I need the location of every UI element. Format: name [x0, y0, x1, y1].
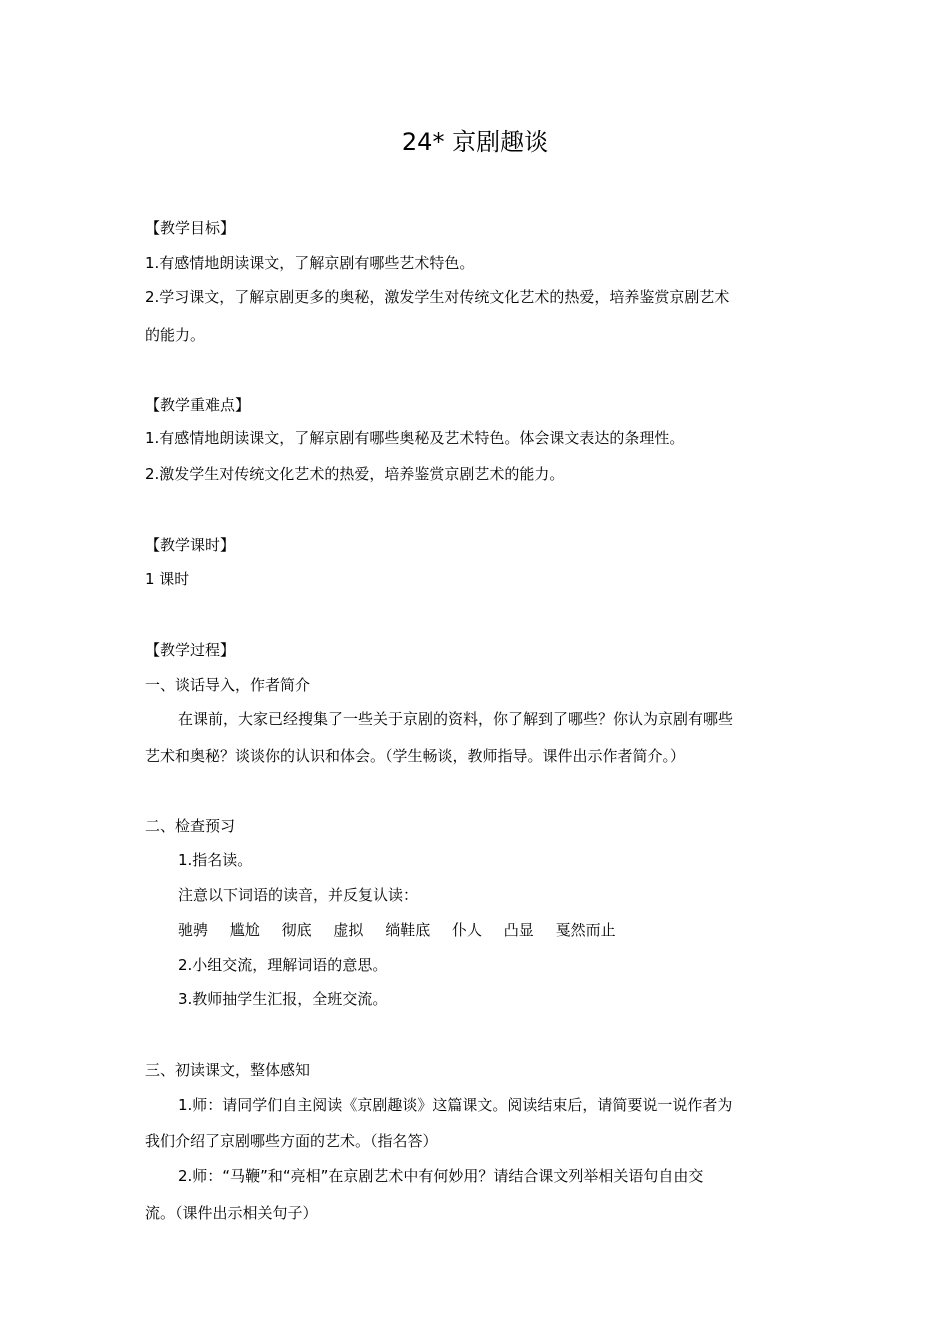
part2-item-1: 1.指名读。: [178, 851, 253, 869]
vocabulary-list: [178, 919, 818, 941]
vocab-word: 驰骋: [178, 921, 209, 939]
part2-item-2: 2.小组交流，理解词语的意思。: [178, 956, 388, 974]
section-heading-process: 【教学过程】: [145, 641, 236, 659]
goal-line-1: 1.有感情地朗读课文，了解京剧有哪些艺术特色。: [145, 254, 475, 272]
part1-line-1: 在课前，大家已经搜集了一些关于京剧的资料，你了解到了哪些？你认为京剧有哪些: [178, 710, 734, 728]
part3-line-3: 2.师：“马鞭”和“亮相”在京剧艺术中有何妙用？请结合课文列举相关语句自由交: [178, 1167, 704, 1185]
vocab-word: 虚拟: [333, 921, 364, 939]
vocab-word: 尴尬: [229, 921, 260, 939]
part2-heading: 二、检查预习: [145, 817, 236, 835]
part3-line-1: 1.师：请同学们自主阅读《京剧趣谈》这篇课文。阅读结束后，请简要说一说作者为: [178, 1096, 733, 1114]
document-title: 24* 京剧趣谈: [401, 128, 549, 156]
vocab-word: 戛然而止: [555, 921, 616, 939]
goal-line-2: 2.学习课文，了解京剧更多的奥秘，激发学生对传统文化艺术的热爱，培养鉴赏京剧艺术: [145, 288, 730, 306]
part1-line-2: 艺术和奥秘？谈谈你的认识和体会。（学生畅谈，教师指导。课件出示作者简介。）: [145, 747, 686, 765]
goal-line-3: 的能力。: [145, 326, 206, 344]
period-line-1: 1 课时: [145, 570, 190, 588]
part3-line-4: 流。（课件出示相关句子）: [145, 1204, 318, 1222]
part1-heading: 一、谈话导入，作者简介: [145, 676, 311, 694]
section-heading-keypoints: 【教学重难点】: [145, 396, 251, 414]
part2-note: 注意以下词语的读音，并反复认读：: [178, 886, 419, 904]
section-heading-goals: 【教学目标】: [145, 219, 236, 237]
part2-item-3: 3.教师抽学生汇报，全班交流。: [178, 990, 388, 1008]
part3-heading: 三、初读课文，整体感知: [145, 1061, 311, 1079]
vocab-word: 彻底: [281, 921, 312, 939]
keypoint-line-1: 1.有感情地朗读课文，了解京剧有哪些奥秘及艺术特色。体会课文表达的条理性。: [145, 429, 685, 447]
keypoint-line-2: 2.激发学生对传统文化艺术的热爱，培养鉴赏京剧艺术的能力。: [145, 465, 565, 483]
vocab-word: 绱鞋底: [385, 921, 431, 939]
part3-line-2: 我们介绍了京剧哪些方面的艺术。（指名答）: [145, 1132, 438, 1150]
section-heading-period: 【教学课时】: [145, 536, 236, 554]
vocab-word: 仆人: [451, 921, 482, 939]
vocab-word: 凸显: [503, 921, 534, 939]
